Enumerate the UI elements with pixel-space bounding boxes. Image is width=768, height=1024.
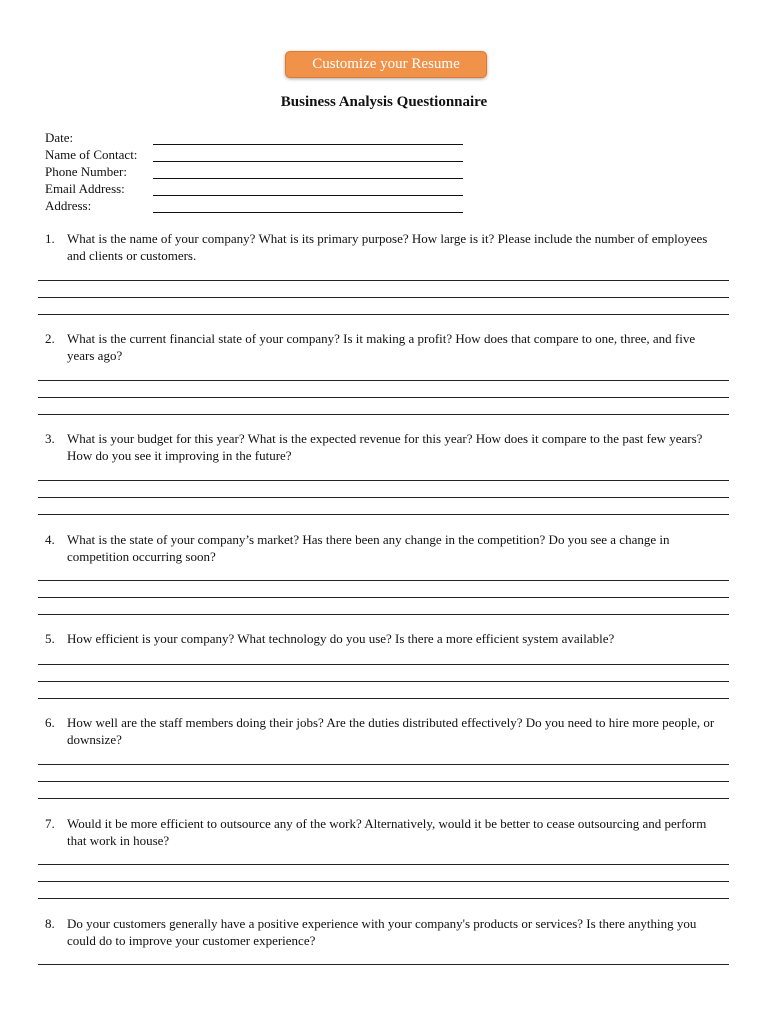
contact-info-block [45,129,475,214]
question-6 [45,715,715,748]
answer-line[interactable] [38,881,729,882]
answer-line[interactable] [38,580,729,581]
question-text: What is your budget for this year? What is the expected revenue for this year? How does it compare to the past few years? How do you see it improving in the future? [67,431,703,463]
answer-line[interactable] [38,297,729,298]
answer-line[interactable] [38,664,729,665]
contact-name-row [45,146,475,163]
question-5 [45,631,715,648]
answer-line[interactable] [38,497,729,498]
address-field[interactable] [153,212,463,213]
question-number: 2. [45,331,55,346]
answer-line[interactable] [38,698,729,699]
question-number: 3. [45,431,55,446]
answer-line[interactable] [38,864,729,865]
answer-line[interactable] [38,681,729,682]
answer-line[interactable] [38,480,729,481]
address-label: Address: [45,198,92,213]
question-text: What is the name of your company? What is its primary purpose? How large is it? Please include the number of employees and clients or customers. [67,231,708,263]
answer-line[interactable] [38,414,729,415]
question-text: Do your customers generally have a positive experience with your company's products or services? Is there anything you could do to improve your customer experience? [67,916,697,948]
question-text: Would it be more efficient to outsource any of the work? Alternatively, would it be better to cease outsourcing and perform that work in house? [67,816,707,848]
phone-label: Phone Number: [45,164,127,179]
question-text: How efficient is your company? What technology do you use? Is there a more efficient system available? [67,631,615,646]
email-row [45,180,475,197]
phone-field[interactable] [153,178,463,179]
date-label: Date: [45,130,74,145]
question-2 [45,331,715,364]
address-row [45,197,475,214]
email-label: Email Address: [45,181,125,196]
answer-line[interactable] [38,898,729,899]
date-field[interactable] [153,144,463,145]
answer-line[interactable] [38,764,729,765]
contact-name-field[interactable] [153,161,463,162]
answer-line[interactable] [38,280,729,281]
date-row [45,129,475,146]
email-field[interactable] [153,195,463,196]
question-1 [45,231,715,264]
question-number: 8. [45,916,55,931]
question-3 [45,431,715,464]
question-number: 5. [45,631,55,646]
answer-line[interactable] [38,380,729,381]
answer-line[interactable] [38,781,729,782]
question-number: 7. [45,816,55,831]
contact-name-label: Name of Contact: [45,147,138,162]
answer-line[interactable] [38,597,729,598]
answer-line[interactable] [38,314,729,315]
question-text: What is the state of your company’s market? Has there been any change in the competition? Do you see a change in competition occurring soon? [67,532,670,564]
answer-line[interactable] [38,798,729,799]
answer-line[interactable] [38,614,729,615]
answer-line[interactable] [38,964,729,965]
question-text: What is the current financial state of your company? Is it making a profit? How does that compare to one, three, and five years ago? [67,331,696,363]
answer-line[interactable] [38,514,729,515]
question-text: How well are the staff members doing their jobs? Are the duties distributed effectively? Do you need to hire more people, or downsize? [67,715,715,747]
customize-resume-button[interactable]: Customize your Resume [285,51,487,78]
answer-line[interactable] [38,397,729,398]
question-number: 1. [45,231,55,246]
question-number: 6. [45,715,55,730]
phone-row [45,163,475,180]
question-8 [45,916,715,949]
question-7 [45,816,715,849]
question-4 [45,532,715,565]
question-number: 4. [45,532,55,547]
page-title: Business Analysis Questionnaire [280,94,488,110]
